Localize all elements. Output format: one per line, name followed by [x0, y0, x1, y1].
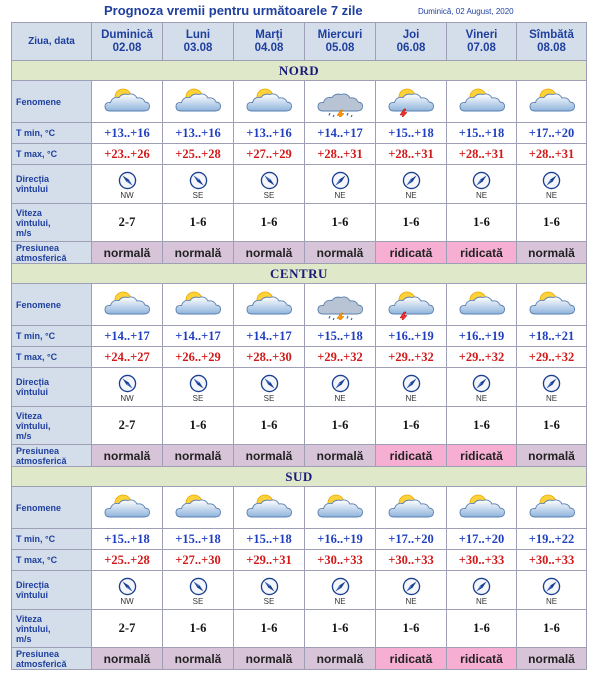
- phenomena-cell: [163, 487, 234, 529]
- cloud-sun-icon: [172, 87, 224, 117]
- wind-speed-value: 1-6: [163, 204, 234, 242]
- pressure-value: normală: [92, 648, 163, 670]
- tmin-value: +16..+19: [305, 529, 376, 550]
- pressure-label-line: atmosferică: [16, 252, 67, 263]
- tmin-value: +15..+18: [305, 326, 376, 347]
- cloud-sun-icon: [243, 87, 295, 117]
- day-header: [376, 23, 447, 61]
- day-name: Vineri: [465, 28, 498, 41]
- pressure-row: [12, 648, 587, 670]
- day-name: Marți: [255, 28, 283, 41]
- tmin-label-line: T min, °C: [16, 128, 56, 138]
- tmax-value: +25..+28: [92, 550, 163, 571]
- tmax-label: [12, 144, 92, 165]
- wind-direction-nw-icon: [118, 577, 137, 596]
- tmin-value: +14..+17: [305, 123, 376, 144]
- tmin-value: +14..+17: [163, 326, 234, 347]
- pressure-row: [12, 242, 587, 264]
- pressure-value: normală: [517, 242, 587, 264]
- wind-direction-nw-icon: [118, 374, 137, 393]
- wind-speed-label-line: vîntului,: [16, 217, 51, 228]
- tmax-value: +29..+32: [517, 347, 587, 368]
- phenomena-cell: [234, 487, 305, 529]
- phenomena-cell: [447, 284, 517, 326]
- day-date: 07.08: [467, 41, 496, 54]
- wind-direction-cell: [517, 165, 587, 204]
- pressure-value: ridicată: [376, 445, 447, 467]
- pressure-label-line: Presiunea: [16, 648, 60, 659]
- wind-direction-text: SE: [263, 596, 275, 606]
- phenomena-label: [12, 487, 92, 529]
- wind-speed-value: 1-6: [376, 204, 447, 242]
- wind-direction-cell: [92, 368, 163, 407]
- cloud-sun-thunder-icon: [385, 290, 437, 320]
- tmax-row: [12, 550, 587, 571]
- cloud-sun-icon: [456, 493, 508, 523]
- wind-speed-value: 1-6: [234, 610, 305, 648]
- day-date: 03.08: [183, 41, 213, 54]
- wind-direction-text: NE: [545, 596, 558, 606]
- pressure-value: normală: [92, 445, 163, 467]
- wind-direction-cell: [305, 571, 376, 610]
- tmax-value: +28..+31: [447, 144, 517, 165]
- wind-direction-label-line: Direcția: [16, 174, 50, 184]
- days-header-row: [12, 23, 587, 61]
- wind-direction-cell: [305, 165, 376, 204]
- day-date: 06.08: [396, 41, 426, 54]
- wind-direction-label: [12, 571, 92, 610]
- tmax-value: +30..+33: [517, 550, 587, 571]
- wind-direction-cell: [376, 165, 447, 204]
- phenomena-label-line: Fenomene: [16, 96, 62, 107]
- wind-direction-ne-icon: [402, 374, 421, 393]
- wind-direction-cell: [447, 571, 517, 610]
- region-row: [12, 61, 587, 81]
- cloud-sun-icon: [385, 493, 437, 523]
- wind-direction-se-icon: [260, 577, 279, 596]
- wind-speed-label-line: Viteza: [16, 613, 42, 624]
- day-name: Sîmbătă: [529, 28, 574, 41]
- tmin-value: +14..+17: [234, 326, 305, 347]
- pressure-value: normală: [163, 648, 234, 670]
- wind-speed-value: 1-6: [163, 610, 234, 648]
- wind-direction-text: NE: [334, 596, 346, 606]
- phenomena-label-line: Fenomene: [16, 299, 62, 310]
- cloud-sun-icon: [101, 290, 153, 320]
- tmin-value: +17..+20: [376, 529, 447, 550]
- pressure-value: ridicată: [447, 648, 517, 670]
- cloud-sun-icon: [243, 290, 295, 320]
- wind-direction-cell: [517, 368, 587, 407]
- pressure-label: [12, 445, 92, 467]
- phenomena-cell: [447, 81, 517, 123]
- wind-direction-ne-icon: [472, 374, 491, 393]
- tmax-value: +30..+33: [305, 550, 376, 571]
- pressure-label: [12, 242, 92, 264]
- wind-direction-ne-icon: [542, 171, 561, 190]
- wind-direction-cell: [163, 165, 234, 204]
- tmin-value: +17..+20: [517, 123, 587, 144]
- wind-speed-value: 1-6: [305, 407, 376, 445]
- phenomena-row: [12, 284, 587, 326]
- tmin-label-line: T min, °C: [16, 534, 56, 544]
- wind-direction-ne-icon: [542, 374, 561, 393]
- day-date: 02.08: [112, 41, 142, 54]
- cloud-sun-icon: [526, 87, 578, 117]
- tmax-value: +29..+32: [305, 347, 376, 368]
- wind-direction-text: NE: [405, 190, 417, 200]
- wind-direction-se-icon: [260, 374, 279, 393]
- phenomena-cell: [305, 81, 376, 123]
- wind-speed-value: 1-6: [517, 407, 587, 445]
- wind-direction-cell: [447, 165, 517, 204]
- tmin-value: +14..+17: [92, 326, 163, 347]
- wind-speed-label-line: vîntului,: [16, 420, 51, 431]
- pressure-row: [12, 445, 587, 467]
- cloud-sun-icon: [243, 493, 295, 523]
- tmax-label-line: T max, °C: [16, 352, 58, 362]
- wind-direction-text: SE: [263, 190, 275, 200]
- tmin-value: +13..+16: [234, 123, 305, 144]
- region-name: NORD: [12, 61, 587, 81]
- wind-direction-cell: [92, 571, 163, 610]
- phenomena-cell: [163, 81, 234, 123]
- wind-speed-label-line: m/s: [16, 430, 32, 441]
- wind-direction-ne-icon: [472, 577, 491, 596]
- wind-speed-value: 1-6: [376, 407, 447, 445]
- tmax-value: +28..+31: [376, 144, 447, 165]
- tmax-value: +29..+32: [376, 347, 447, 368]
- day-header: [305, 23, 376, 61]
- tmax-value: +27..+30: [163, 550, 234, 571]
- region-name: CENTRU: [12, 264, 587, 284]
- wind-speed-value: 1-6: [305, 204, 376, 242]
- tmin-value: +18..+21: [517, 326, 587, 347]
- day-name: Miercuri: [317, 28, 363, 41]
- phenomena-cell: [517, 284, 587, 326]
- pressure-value: normală: [517, 648, 587, 670]
- cloud-sun-icon: [172, 493, 224, 523]
- day-name: Joi: [402, 28, 420, 41]
- wind-speed-value: 1-6: [517, 610, 587, 648]
- cloud-sun-icon: [101, 493, 153, 523]
- pressure-value: normală: [234, 242, 305, 264]
- forecast-table: [11, 22, 587, 670]
- phenomena-cell: [305, 284, 376, 326]
- cloud-sun-icon: [456, 290, 508, 320]
- wind-speed-value: 1-6: [305, 610, 376, 648]
- tmin-value: +19..+22: [517, 529, 587, 550]
- tmin-value: +13..+16: [163, 123, 234, 144]
- wind-direction-label-line: vîntului: [16, 387, 48, 397]
- tmin-value: +15..+18: [92, 529, 163, 550]
- wind-direction-cell: [447, 368, 517, 407]
- wind-direction-text: NE: [334, 393, 346, 403]
- pressure-value: normală: [517, 445, 587, 467]
- pressure-value: ridicată: [376, 648, 447, 670]
- wind-direction-se-icon: [189, 171, 208, 190]
- phenomena-cell: [92, 284, 163, 326]
- tmax-value: +30..+33: [376, 550, 447, 571]
- wind-direction-text: NE: [545, 393, 558, 403]
- wind-speed-value: 1-6: [234, 407, 305, 445]
- wind-speed-value: 1-6: [234, 204, 305, 242]
- wind-direction-ne-icon: [402, 577, 421, 596]
- wind-direction-ne-icon: [331, 171, 350, 190]
- phenomena-cell: [234, 284, 305, 326]
- wind-direction-cell: [92, 165, 163, 204]
- pressure-value: ridicată: [447, 242, 517, 264]
- tmin-row: [12, 123, 587, 144]
- tmin-label: [12, 326, 92, 347]
- day-header: [163, 23, 234, 61]
- wind-direction-cell: [234, 368, 305, 407]
- wind-direction-cell: [517, 571, 587, 610]
- phenomena-cell: [447, 487, 517, 529]
- phenomena-label: [12, 81, 92, 123]
- region-row: [12, 264, 587, 284]
- wind-direction-cell: [234, 571, 305, 610]
- wind-speed-label-line: Viteza: [16, 207, 42, 218]
- wind-speed-label: [12, 407, 92, 445]
- wind-direction-row: [12, 165, 587, 204]
- wind-direction-label-line: Direcția: [16, 580, 50, 590]
- tmax-value: +25..+28: [163, 144, 234, 165]
- phenomena-cell: [163, 284, 234, 326]
- tmin-label: [12, 123, 92, 144]
- region-row: [12, 467, 587, 487]
- day-date: 08.08: [537, 41, 566, 54]
- wind-direction-ne-icon: [542, 577, 561, 596]
- wind-direction-text: SE: [263, 393, 275, 403]
- wind-direction-text: SE: [192, 393, 204, 403]
- day-header: [234, 23, 305, 61]
- wind-direction-label-line: Direcția: [16, 377, 50, 387]
- tmax-value: +26..+29: [163, 347, 234, 368]
- cloud-sun-icon: [172, 290, 224, 320]
- pressure-value: normală: [305, 445, 376, 467]
- wind-direction-text: NE: [405, 393, 417, 403]
- wind-direction-ne-icon: [331, 374, 350, 393]
- wind-direction-se-icon: [189, 374, 208, 393]
- pressure-label: [12, 648, 92, 670]
- wind-direction-text: SE: [192, 190, 204, 200]
- wind-direction-text: NW: [120, 393, 134, 403]
- wind-speed-label-line: m/s: [16, 227, 32, 238]
- tmax-value: +23..+26: [92, 144, 163, 165]
- wind-direction-ne-icon: [472, 171, 491, 190]
- wind-direction-text: NE: [334, 190, 346, 200]
- day-date: 05.08: [325, 41, 355, 54]
- day-name: Duminică: [101, 28, 153, 41]
- phenomena-cell: [305, 487, 376, 529]
- pressure-value: normală: [234, 445, 305, 467]
- tmin-label: [12, 529, 92, 550]
- cloud-sun-icon: [456, 87, 508, 117]
- cloud-sun-icon: [101, 87, 153, 117]
- day-date: 04.08: [254, 41, 284, 54]
- wind-direction-se-icon: [260, 171, 279, 190]
- phenomena-label: [12, 284, 92, 326]
- tmin-value: +16..+19: [447, 326, 517, 347]
- day-header: [517, 23, 587, 61]
- wind-direction-cell: [163, 368, 234, 407]
- wind-speed-value: 1-6: [447, 407, 517, 445]
- phenomena-cell: [517, 487, 587, 529]
- tmax-label-line: T max, °C: [16, 555, 58, 565]
- wind-speed-value: 2-7: [92, 407, 163, 445]
- wind-speed-label: [12, 204, 92, 242]
- wind-speed-label-line: Viteza: [16, 410, 42, 421]
- wind-direction-text: NE: [405, 596, 417, 606]
- region-name: SUD: [12, 467, 587, 487]
- cloud-sun-thunder-icon: [385, 87, 437, 117]
- wind-speed-value: 1-6: [447, 204, 517, 242]
- tmax-value: +24..+27: [92, 347, 163, 368]
- wind-direction-cell: [376, 368, 447, 407]
- wind-direction-ne-icon: [331, 577, 350, 596]
- phenomena-cell: [376, 284, 447, 326]
- wind-speed-value: 1-6: [163, 407, 234, 445]
- tmax-row: [12, 144, 587, 165]
- wind-direction-label-line: vîntului: [16, 590, 48, 600]
- cloud-sun-icon: [526, 493, 578, 523]
- phenomena-cell: [92, 487, 163, 529]
- cloud-rain-thunder-icon: [314, 290, 366, 320]
- pressure-label-line: atmosferică: [16, 658, 67, 669]
- wind-speed-value: 2-7: [92, 204, 163, 242]
- tmax-value: +30..+33: [447, 550, 517, 571]
- wind-direction-cell: [376, 571, 447, 610]
- wind-speed-value: 1-6: [517, 204, 587, 242]
- tmin-value: +15..+18: [163, 529, 234, 550]
- phenomena-row: [12, 81, 587, 123]
- pressure-value: normală: [163, 445, 234, 467]
- day-header: [92, 23, 163, 61]
- phenomena-cell: [234, 81, 305, 123]
- page-header: [0, 3, 600, 21]
- tmin-row: [12, 326, 587, 347]
- corner-label: Ziua, data: [12, 23, 92, 61]
- phenomena-cell: [517, 81, 587, 123]
- tmax-label-line: T max, °C: [16, 149, 58, 159]
- tmin-value: +17..+20: [447, 529, 517, 550]
- pressure-value: normală: [163, 242, 234, 264]
- tmin-value: +15..+18: [447, 123, 517, 144]
- wind-speed-label-line: m/s: [16, 633, 32, 644]
- pressure-value: normală: [234, 648, 305, 670]
- wind-direction-ne-icon: [402, 171, 421, 190]
- pressure-label-line: atmosferică: [16, 455, 67, 466]
- wind-speed-label-line: vîntului,: [16, 623, 51, 634]
- wind-direction-text: SE: [192, 596, 204, 606]
- wind-speed-value: 1-6: [376, 610, 447, 648]
- pressure-value: ridicată: [447, 445, 517, 467]
- wind-direction-text: NE: [475, 596, 488, 606]
- cloud-sun-icon: [314, 493, 366, 523]
- pressure-value: normală: [305, 242, 376, 264]
- wind-speed-value: 1-6: [447, 610, 517, 648]
- tmin-value: +16..+19: [376, 326, 447, 347]
- tmax-label: [12, 550, 92, 571]
- wind-direction-row: [12, 368, 587, 407]
- tmin-value: +15..+18: [234, 529, 305, 550]
- wind-direction-label-line: vîntului: [16, 184, 48, 194]
- wind-direction-label: [12, 368, 92, 407]
- tmax-label: [12, 347, 92, 368]
- wind-direction-label: [12, 165, 92, 204]
- wind-direction-cell: [234, 165, 305, 204]
- wind-direction-text: NE: [475, 190, 488, 200]
- wind-direction-text: NE: [545, 190, 558, 200]
- wind-speed-row: [12, 610, 587, 648]
- wind-direction-row: [12, 571, 587, 610]
- tmin-label-line: T min, °C: [16, 331, 56, 341]
- pressure-value: normală: [305, 648, 376, 670]
- tmax-value: +28..+30: [234, 347, 305, 368]
- page-title: Prognoza vremii pentru următoarele 7 zile: [104, 3, 363, 18]
- wind-direction-text: NE: [475, 393, 488, 403]
- wind-direction-cell: [305, 368, 376, 407]
- tmax-value: +28..+31: [517, 144, 587, 165]
- wind-direction-cell: [163, 571, 234, 610]
- tmax-value: +29..+32: [447, 347, 517, 368]
- tmax-row: [12, 347, 587, 368]
- wind-direction-se-icon: [189, 577, 208, 596]
- wind-speed-label: [12, 610, 92, 648]
- tmax-value: +27..+29: [234, 144, 305, 165]
- wind-direction-text: NW: [120, 596, 134, 606]
- wind-speed-value: 2-7: [92, 610, 163, 648]
- day-name: Luni: [185, 28, 211, 41]
- phenomena-label-line: Fenomene: [16, 502, 62, 513]
- phenomena-row: [12, 487, 587, 529]
- pressure-value: ridicată: [376, 242, 447, 264]
- pressure-value: normală: [92, 242, 163, 264]
- phenomena-cell: [376, 487, 447, 529]
- day-header: [447, 23, 517, 61]
- cloud-rain-thunder-icon: [314, 87, 366, 117]
- current-date: Duminică, 02 August, 2020: [418, 7, 514, 16]
- tmin-row: [12, 529, 587, 550]
- pressure-label-line: Presiunea: [16, 445, 60, 456]
- phenomena-cell: [376, 81, 447, 123]
- wind-speed-row: [12, 407, 587, 445]
- cloud-sun-icon: [526, 290, 578, 320]
- wind-direction-nw-icon: [118, 171, 137, 190]
- pressure-label-line: Presiunea: [16, 242, 60, 253]
- tmax-value: +28..+31: [305, 144, 376, 165]
- tmax-value: +29..+31: [234, 550, 305, 571]
- tmin-value: +13..+16: [92, 123, 163, 144]
- wind-direction-text: NW: [120, 190, 134, 200]
- tmin-value: +15..+18: [376, 123, 447, 144]
- wind-speed-row: [12, 204, 587, 242]
- phenomena-cell: [92, 81, 163, 123]
